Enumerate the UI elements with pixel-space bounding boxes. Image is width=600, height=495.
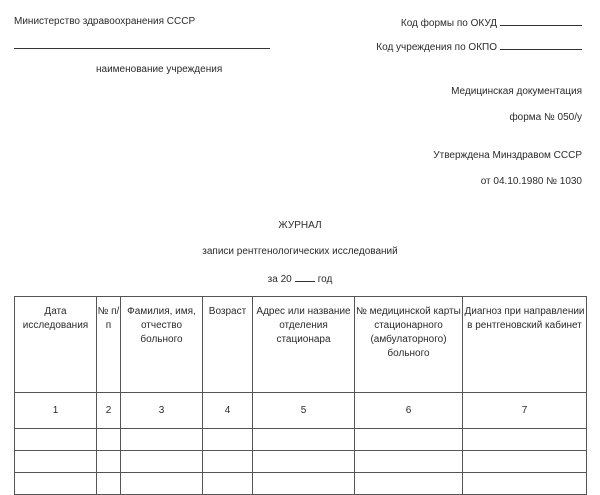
column-header: Адрес или название отделения стационара [253,297,355,393]
column-header: № медицинской карты стационарного (амбулаторного) больного [355,297,463,393]
institution-caption: наименование учреждения [96,64,223,75]
journal-title: ЖУРНАЛ [278,220,322,231]
table-header-row [15,297,587,393]
column-number: 4 [203,393,253,429]
table-cell [97,429,121,451]
table-cell [203,429,253,451]
okud-blank [500,16,582,26]
table-cell [253,429,355,451]
year-blank [295,272,315,282]
column-header: Дата исследования [15,297,97,393]
column-number: 2 [97,393,121,429]
table-cell [253,473,355,495]
year-suffix: год [317,274,333,285]
table-cell [463,429,587,451]
table-cell [355,429,463,451]
column-number: 3 [121,393,203,429]
column-number: 7 [463,393,587,429]
institution-name-line [14,48,270,49]
approved-by: Утверждена Минздравом СССР [433,150,582,161]
table-row [15,473,587,495]
ministry-name: Министерство здравоохранения СССР [14,16,196,27]
table-cell [15,473,97,495]
okpo-label: Код учреждения по ОКПО [376,42,497,53]
okud-label: Код формы по ОКУД [400,18,497,29]
column-header: Возраст [203,297,253,393]
column-number: 1 [15,393,97,429]
table-cell [463,473,587,495]
table-cell [97,473,121,495]
document-type: Медицинская документация [451,86,582,97]
table-cell [203,473,253,495]
year-prefix: за 20 [267,274,292,285]
form-number: форма № 050/у [509,112,582,123]
journal-table [14,296,587,495]
table-cell [97,451,121,473]
table-cell [15,429,97,451]
table-row [15,451,587,473]
journal-subtitle: записи рентгенологических исследований [202,246,398,257]
table-cell [253,451,355,473]
table-cell [121,429,203,451]
journal-year [0,272,600,285]
table-cell [355,473,463,495]
column-number-row [15,393,587,429]
table-cell [121,451,203,473]
table-cell [121,473,203,495]
table-row [15,429,587,451]
okud-code-field [401,16,582,29]
table-cell [203,451,253,473]
okpo-code-field [376,40,582,53]
table-cell [463,451,587,473]
table-cell [15,451,97,473]
column-number: 6 [355,393,463,429]
approved-date: от 04.10.1980 № 1030 [480,176,582,187]
table-cell [355,451,463,473]
column-header: № п/п [97,297,121,393]
column-header: Фамилия, имя, отчество больного [121,297,203,393]
okpo-blank [500,40,582,50]
column-header: Диагноз при направлении в рентгеновский кабинет [463,297,587,393]
column-number: 5 [253,393,355,429]
